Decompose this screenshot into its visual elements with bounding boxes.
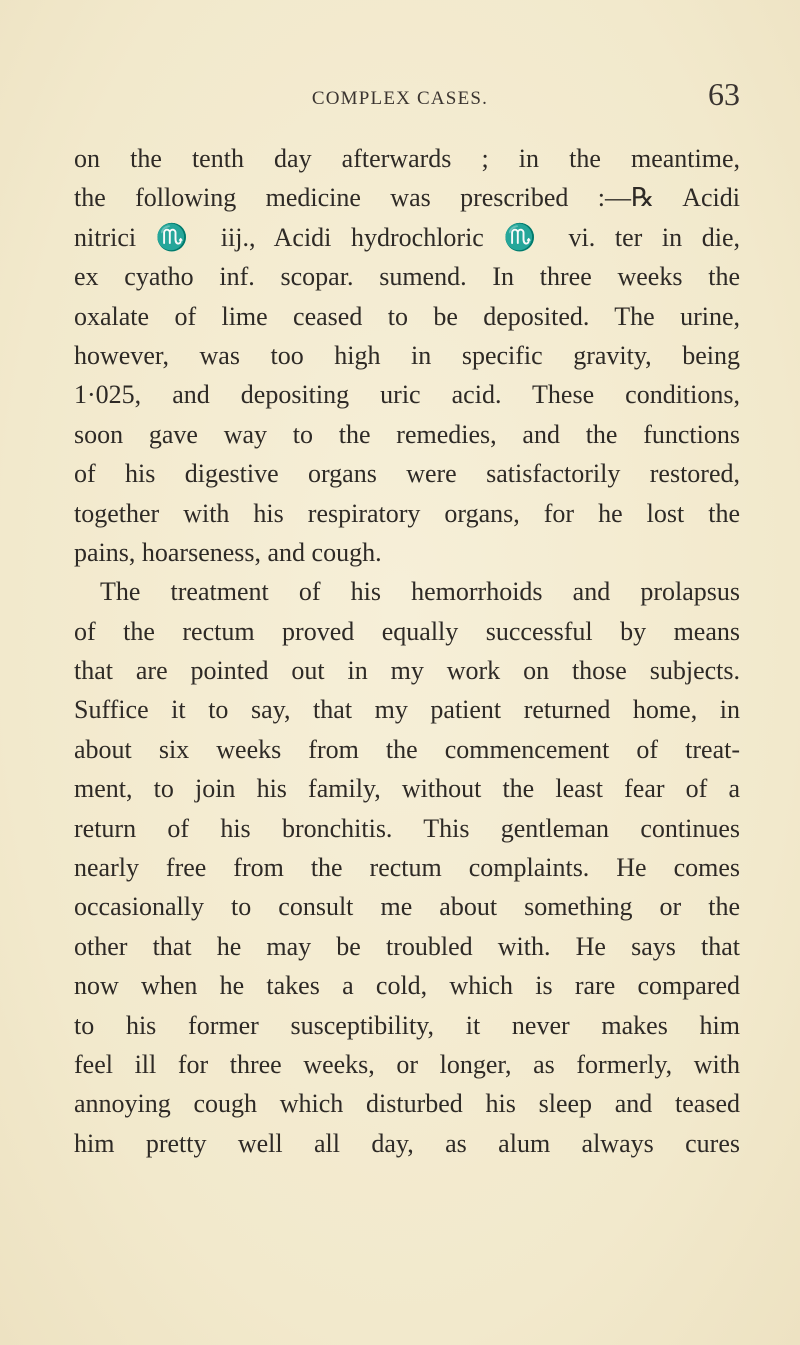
text-line: of his digestive organs were satisfactorily restored, — [74, 459, 740, 489]
text-line: however, was too high in specific gravity, being — [74, 340, 740, 370]
page-number: 63 — [708, 76, 740, 112]
text-line: The treatment of his hemorrhoids and prolapsus — [100, 577, 740, 607]
text-line: soon gave way to the remedies, and the functions — [74, 419, 740, 449]
text-line: oxalate of lime ceased to be deposited. The urine, — [74, 301, 740, 331]
text-line: of the rectum proved equally successful by means — [74, 616, 740, 646]
text-line: 1·025, and depositing uric acid. These conditions, — [74, 380, 740, 410]
text-line: him pretty well all day, as alum always cures — [74, 1128, 740, 1158]
page-header — [60, 76, 740, 124]
text-line: pains, hoarseness, and cough. — [74, 537, 382, 567]
text-line: ex cyatho inf. scopar. sumend. In three weeks the — [74, 262, 740, 292]
running-title: COMPLEX CASES. — [311, 88, 489, 109]
text-line: about six weeks from the commencement of treat- — [74, 734, 740, 764]
text-line: now when he takes a cold, which is rare compared — [74, 971, 740, 1001]
text-line: other that he may be troubled with. He says that — [74, 931, 740, 961]
text-line: Suffice it to say, that my patient returned home, in — [74, 695, 740, 725]
text-line: nearly free from the rectum complaints. He comes — [74, 853, 740, 883]
text-line: occasionally to consult me about something or the — [74, 892, 740, 922]
body-text — [74, 139, 740, 1163]
text-line: together with his respiratory organs, for he lost the — [74, 498, 740, 528]
text-line: annoying cough which disturbed his sleep and teased — [74, 1089, 740, 1119]
text-line: on the tenth day afterwards ; in the meantime, — [74, 144, 740, 173]
text-line: that are pointed out in my work on those subjects. — [74, 656, 740, 686]
text-line: to his former susceptibility, it never makes him — [74, 1010, 740, 1040]
text-line: return of his bronchitis. This gentleman continues — [74, 813, 740, 843]
text-line: ment, to join his family, without the least fear of a — [74, 774, 740, 804]
text-line: nitrici ♏ iij., Acidi hydrochloric ♏ vi. ter in die, — [74, 222, 740, 252]
text-line: feel ill for three weeks, or longer, as formerly, with — [74, 1049, 740, 1079]
text-line: the following medicine was prescribed :—℞ Acidi — [74, 183, 740, 213]
